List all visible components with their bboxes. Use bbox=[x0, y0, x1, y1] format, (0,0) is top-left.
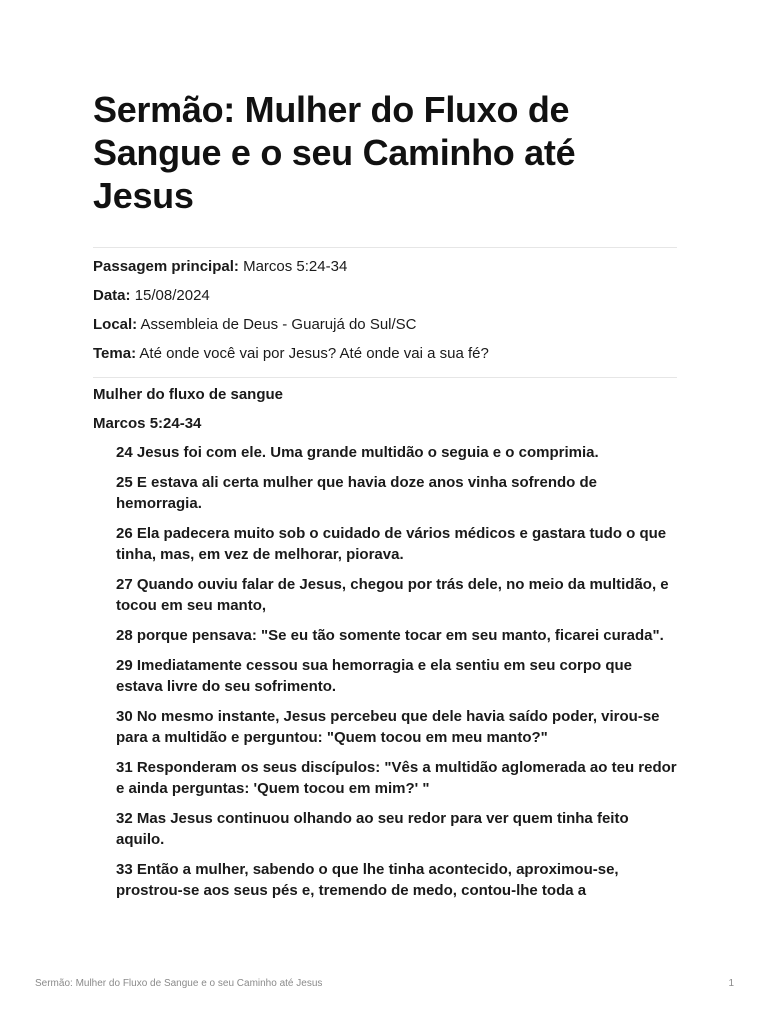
meta-tema-label: Tema: bbox=[93, 345, 137, 362]
page-title: Sermão: Mulher do Fluxo de Sangue e o seu Caminho até Jesus bbox=[93, 89, 576, 216]
document-page bbox=[93, 88, 677, 910]
verse-25: 25 E estava ali certa mulher que havia doze anos vinha sofrendo de hemorragia. bbox=[116, 474, 598, 512]
verse-32: 32 Mas Jesus continuou olhando ao seu redor para ver quem tinha feito aquilo. bbox=[116, 810, 629, 848]
meta-data bbox=[93, 285, 677, 306]
meta-passagem-value: Marcos 5:24-34 bbox=[243, 258, 348, 275]
meta-data-value: 15/08/2024 bbox=[134, 287, 210, 304]
sermon-metadata bbox=[93, 248, 677, 377]
scripture-reference: Marcos 5:24-34 bbox=[93, 415, 202, 432]
verse-33: 33 Então a mulher, sabendo o que lhe tinha acontecido, aproximou-se, prostrou-se aos seus pés e, tremendo de medo, contou-lhe toda a bbox=[116, 861, 619, 899]
meta-data-label: Data: bbox=[93, 287, 131, 304]
meta-tema-value: Até onde você vai por Jesus? Até onde vai a sua fé? bbox=[139, 345, 489, 362]
verse-list bbox=[116, 442, 677, 901]
meta-passagem-label: Passagem principal: bbox=[93, 258, 239, 275]
scripture-section bbox=[93, 378, 677, 901]
meta-passagem bbox=[93, 256, 677, 277]
section-heading: Mulher do fluxo de sangue bbox=[93, 386, 284, 403]
meta-local-value: Assembleia de Deus - Guarujá do Sul/SC bbox=[140, 316, 417, 333]
meta-local bbox=[93, 314, 677, 335]
verse-24: 24 Jesus foi com ele. Uma grande multidão o seguia e o comprimia. bbox=[116, 444, 599, 461]
verse-31: 31 Responderam os seus discípulos: "Vês a multidão aglomerada ao teu redor e ainda perguntas: 'Quem tocou em mim?' " bbox=[116, 759, 677, 797]
verse-27: 27 Quando ouviu falar de Jesus, chegou por trás dele, no meio da multidão, e tocou em seu manto, bbox=[116, 576, 669, 614]
verse-28: 28 porque pensava: "Se eu tão somente tocar em seu manto, ficarei curada". bbox=[116, 627, 664, 644]
meta-local-label: Local: bbox=[93, 316, 138, 333]
verse-30: 30 No mesmo instante, Jesus percebeu que dele havia saído poder, virou-se para a multidão e perguntou: "Quem tocou em meu manto?" bbox=[116, 708, 660, 746]
verse-26: 26 Ela padecera muito sob o cuidado de vários médicos e gastara tudo o que tinha, mas, em vez de melhorar, piorava. bbox=[116, 525, 667, 563]
footer-title: Sermão: Mulher do Fluxo de Sangue e o seu Caminho até Jesus bbox=[35, 978, 323, 989]
verse-29: 29 Imediatamente cessou sua hemorragia e ela sentiu em seu corpo que estava livre do seu sofrimento. bbox=[116, 657, 633, 695]
meta-tema bbox=[93, 343, 677, 364]
footer-page-number: 1 bbox=[728, 978, 734, 989]
